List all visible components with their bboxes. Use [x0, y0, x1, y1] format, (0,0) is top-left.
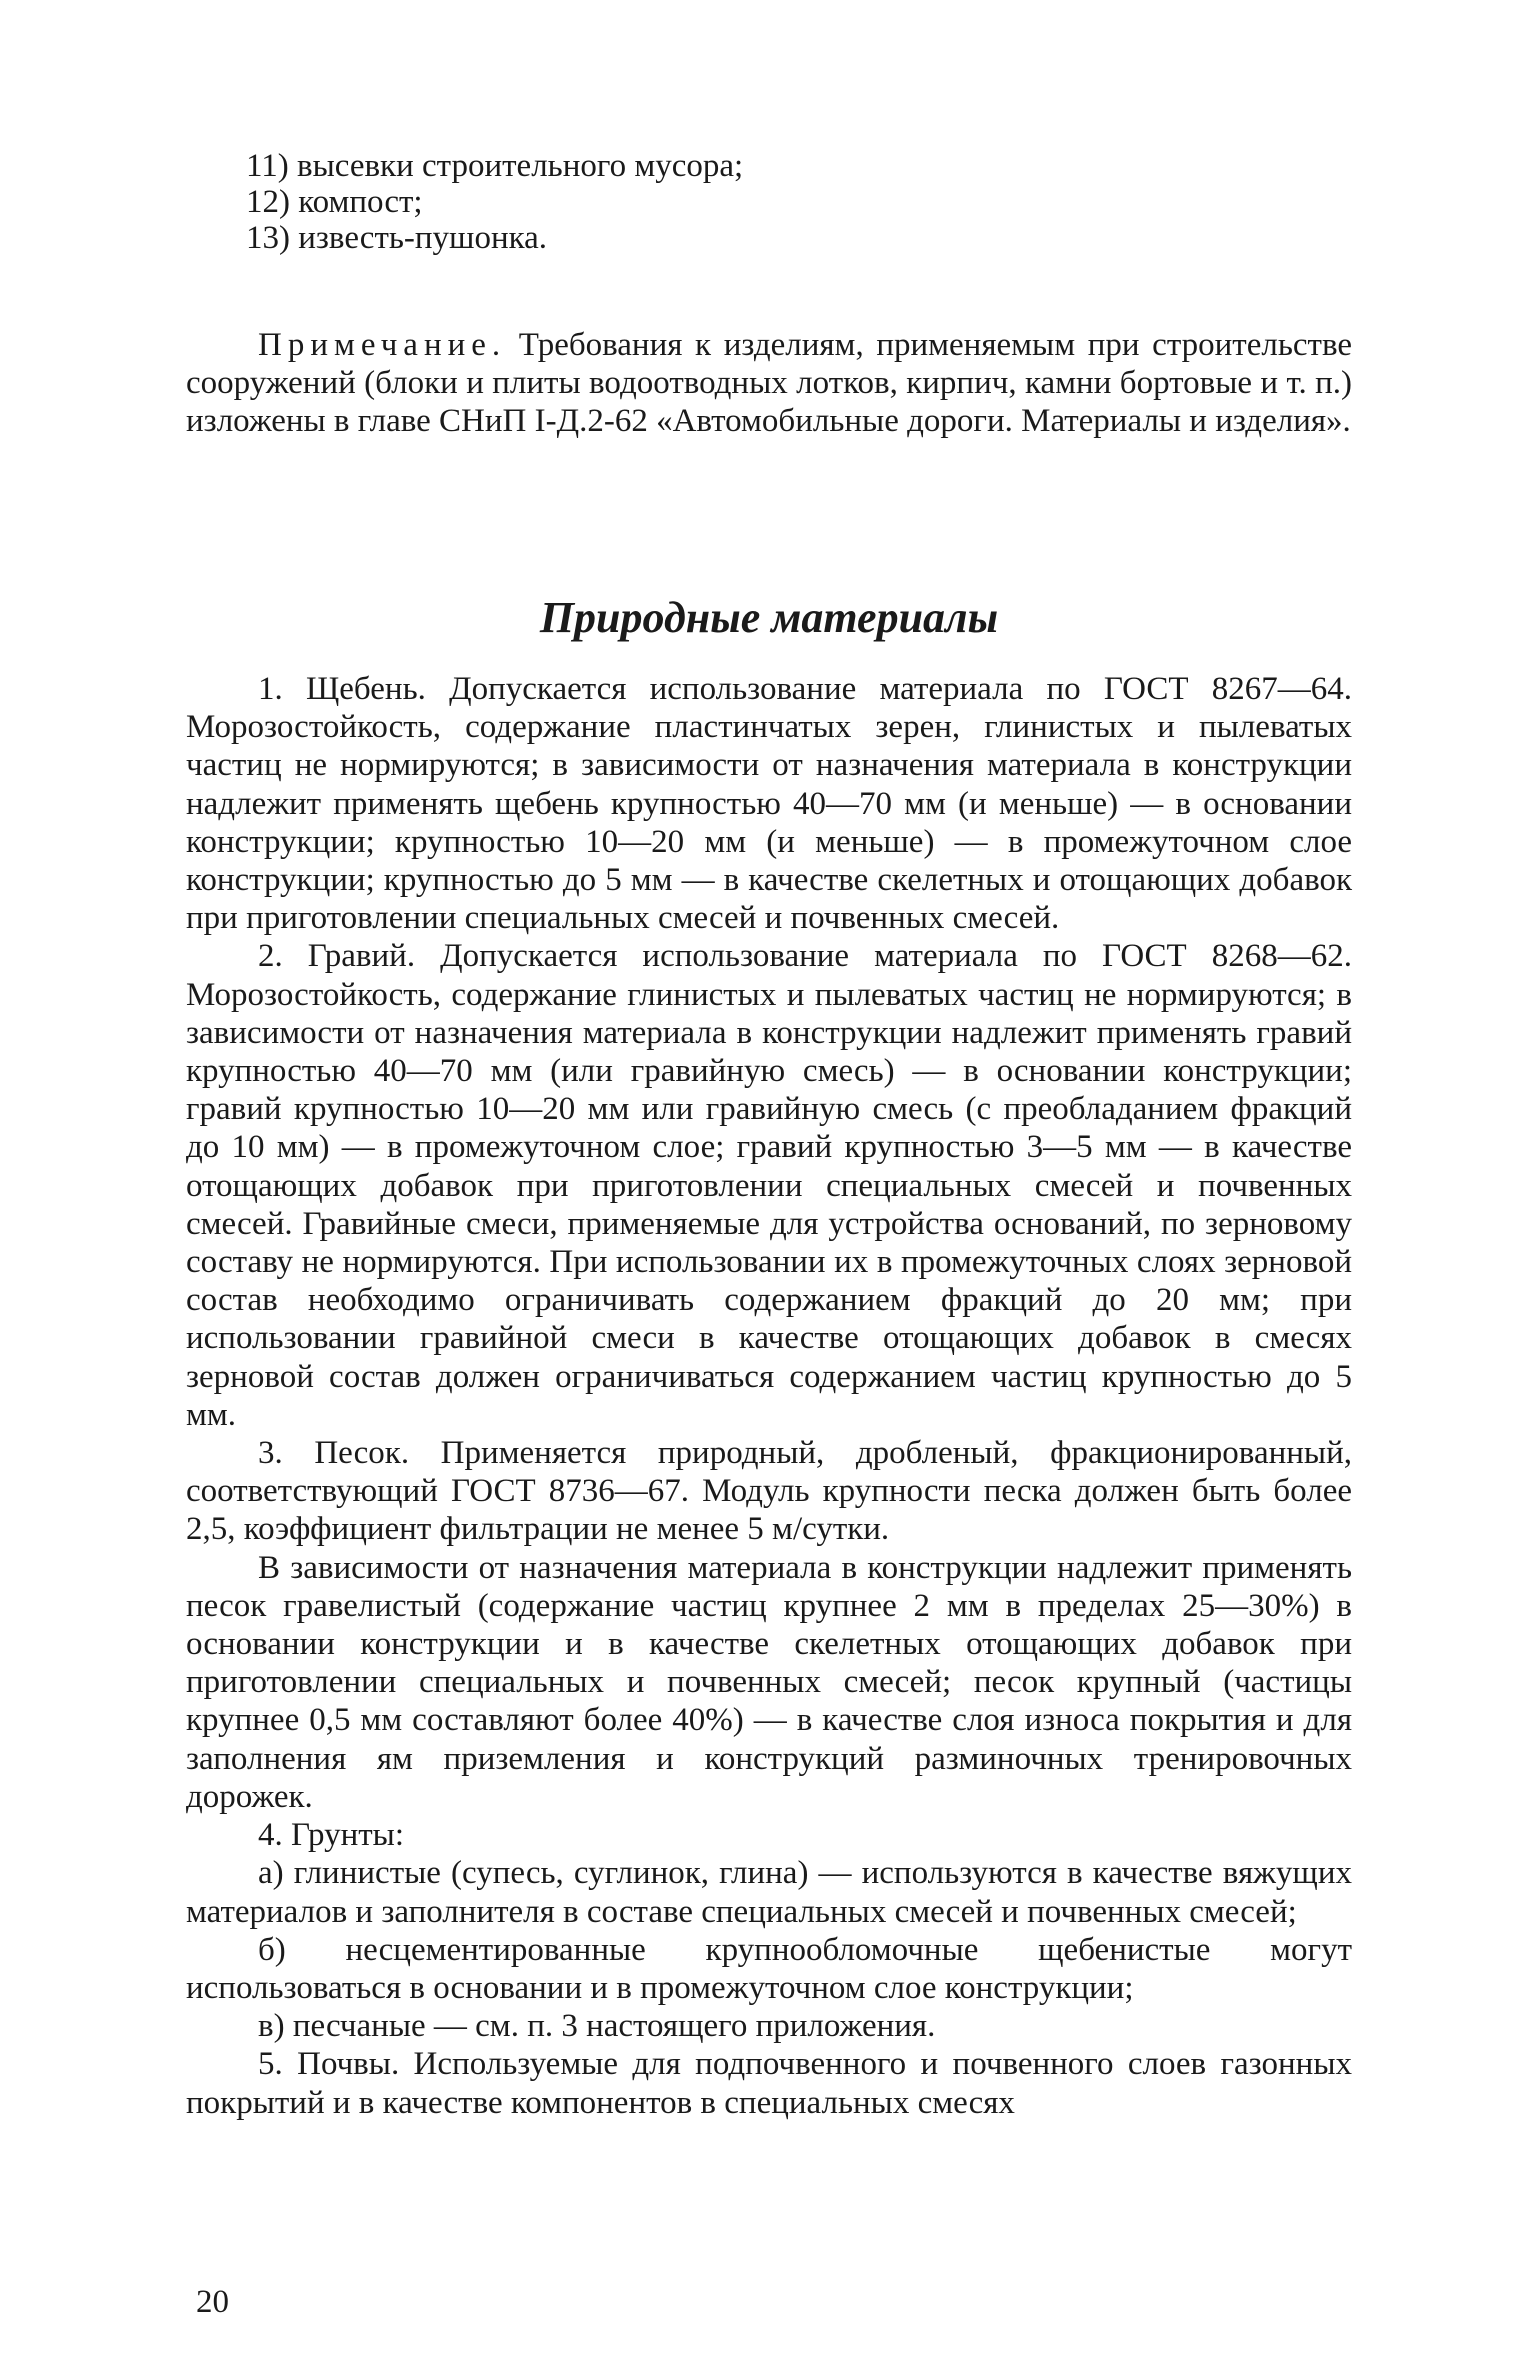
- list-item: 11) высевки строительного мусора;: [246, 148, 744, 184]
- paragraph-soils-c: в) песчаные — см. п. 3 настоящего приложения.: [258, 2008, 936, 2045]
- note-text: Требования к изделиям, применяемым при строительстве сооружений (блоки и плиты водоотводных лотков, кирпич, камни бортовые и т. п.) изложены в главе СНиП I-Д.2-62 «Автомобильные дороги. Материалы и изделия».: [186, 327, 1352, 439]
- paragraph-gravel: 2. Гравий. Допускается использование материала по ГОСТ 8268—62. Морозостойкость, содержание глинистых и пылеватых частиц не нормируются; в зависимости от назначения материала в конструкции надлежит применять гравий крупностью 40—70 мм (или гравийную смесь) — в основании конструкции; гравий крупностью 10—20 мм или гравийную смесь (с преобладанием фракций до 10 мм) — в промежуточном слое; гравий крупностью 3—5 мм — в качестве отощающих добавок при приготовлении специальных смесей и почвенных смесей. Гравийные смеси, применяемые для устройства оснований, по зерновому составу не нормируются. При использовании их в промежуточных слоях зерновой состав необходимо ограничивать содержанием фракций до 20 мм; при использовании гравийной смеси в качестве отощающих добавок в смесях зерновой состав должен ограничиваться содержанием частиц крупностью до 5 мм.: [186, 938, 1352, 1433]
- paragraph-soils-a: а) глинистые (супесь, суглинок, глина) — используются в качестве вяжущих материалов и заполнителя в составе специальных смесей и почвенных смесей;: [186, 1855, 1352, 1930]
- paragraph-sand: 3. Песок. Применяется природный, дробленый, фракционированный, соответствующий ГОСТ 8736—67. Модуль крупности песка должен быть более 2,5, коэффициент фильтрации не менее 5 м/сутки.: [186, 1435, 1352, 1548]
- list-item: 12) компост;: [246, 184, 423, 220]
- page-number: 20: [196, 2284, 229, 2320]
- section-title: Природные материалы: [539, 593, 999, 642]
- list-item: 13) известь-пушонка.: [246, 220, 548, 256]
- paragraph-soil-layers: 5. Почвы. Используемые для подпочвенного и почвенного слоев газонных покрытий и в качестве компонентов в специальных смесях: [186, 2046, 1352, 2121]
- note-paragraph: [186, 326, 1352, 440]
- paragraph-gravel-crushed: 1. Щебень. Допускается использование материала по ГОСТ 8267—64. Морозостойкость, содержание пластинчатых зерен, глинистых и пылеватых частиц не нормируются; в зависимости от назначения материала в конструкции надлежит применять щебень крупностью 40—70 мм (и меньше) — в основании конструкции; крупностью 10—20 мм (и меньше) — в промежуточном слое конструкции; крупностью до 5 мм — в качестве скелетных и отощающих добавок при приготовлении специальных смесей и почвенных смесей.: [186, 671, 1352, 937]
- note-label: Примечание.: [258, 327, 507, 363]
- paragraph-soils-b: б) несцементированные крупнообломочные щебенистые могут использоваться в основании и в промежуточном слое конструкции;: [186, 1931, 1352, 2006]
- paragraph-sand-usage: В зависимости от назначения материала в конструкции надлежит применять песок гравелистый (содержание частиц крупнее 2 мм в пределах 25—30%) в основании конструкции и в качестве скелетных отощающих добавок при приготовлении специальных и почвенных смесей; песок крупный (частицы крупнее 0,5 мм составляют более 40%) — в качестве слоя износа покрытия и для заполнения ям приземления и конструкций разминочных тренировочных дорожек.: [186, 1549, 1352, 1815]
- paragraph-soils-heading: 4. Грунты:: [258, 1817, 404, 1854]
